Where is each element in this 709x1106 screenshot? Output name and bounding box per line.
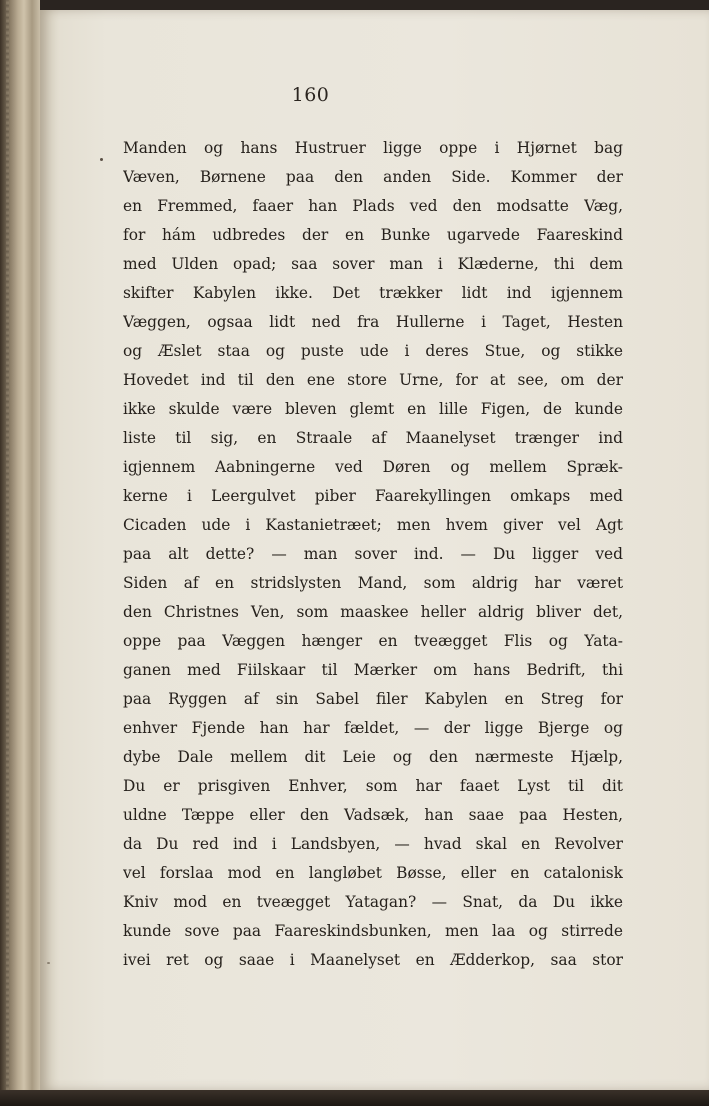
page-number: 160 bbox=[291, 84, 330, 106]
text-line: Du er prisgiven Enhver, som har faaet Lyst til dit bbox=[123, 777, 623, 795]
text-line: paa Ryggen af sin Sabel filer Kabylen en Streg for bbox=[123, 690, 623, 708]
text-line: ganen med Fiilskaar til Mærker om hans Bedrift, thi bbox=[123, 661, 623, 679]
body-text bbox=[123, 134, 623, 975]
text-line: og Æslet staa og puste ude i deres Stue, og stikke bbox=[123, 342, 623, 360]
text-line: paa alt dette? — man sover ind. — Du ligger ved bbox=[123, 545, 623, 563]
text-line: vel forslaa mod en langløbet Bøsse, eller en catalonisk bbox=[123, 864, 623, 882]
text-line: liste til sig, en Straale af Maanelyset trænger ind bbox=[123, 429, 623, 447]
text-line: Siden af en stridslysten Mand, som aldrig har været bbox=[123, 574, 623, 592]
text-line: ivei ret og saae i Maanelyset en Ædderkop, saa stor bbox=[123, 951, 623, 969]
margin-speck-lower bbox=[47, 962, 50, 964]
text-line: Kniv mod en tveægget Yatagan? — Snat, da Du ikke bbox=[123, 893, 623, 911]
text-line: kunde sove paa Faareskindsbunken, men laa og stirrede bbox=[123, 922, 623, 940]
text-line: Væven, Børnene paa den anden Side. Kommer der bbox=[123, 168, 623, 186]
text-line: med Ulden opad; saa sover man i Klæderne, thi dem bbox=[123, 255, 623, 273]
text-line: igjennem Aabningerne ved Døren og mellem Spræk- bbox=[123, 458, 623, 476]
text-line: Hovedet ind til den ene store Urne, for at see, om der bbox=[123, 371, 623, 389]
margin-speck bbox=[100, 158, 103, 161]
text-line: skifter Kabylen ikke. Det trækker lidt ind igjennem bbox=[123, 284, 623, 302]
text-line: da Du red ind i Landsbyen, — hvad skal en Revolver bbox=[123, 835, 623, 853]
text-line: den Christnes Ven, som maaskee heller aldrig bliver det, bbox=[123, 603, 623, 621]
text-line: enhver Fjende han har fældet, — der ligge Bjerge og bbox=[123, 719, 623, 737]
text-line: uldne Tæppe eller den Vadsæk, han saae paa Hesten, bbox=[123, 806, 623, 824]
text-line: for hám udbredes der en Bunke ugarvede Faareskind bbox=[123, 226, 623, 244]
text-line: dybe Dale mellem dit Leie og den nærmeste Hjælp, bbox=[123, 748, 623, 766]
text-line: oppe paa Væggen hænger en tveægget Flis og Yata- bbox=[123, 632, 623, 650]
text-line: Væggen, ogsaa lidt ned fra Hullerne i Taget, Hesten bbox=[123, 313, 623, 331]
text-line: ikke skulde være bleven glemt en lille Figen, de kunde bbox=[123, 400, 623, 418]
page-bottom-edge bbox=[0, 1090, 709, 1106]
text-line: Manden og hans Hustruer ligge oppe i Hjørnet bag bbox=[123, 139, 623, 157]
text-line: Cicaden ude i Kastanietræet; men hvem giver vel Agt bbox=[123, 516, 623, 534]
text-line: kerne i Leergulvet piber Faarekyllingen omkaps med bbox=[123, 487, 623, 505]
book-spine bbox=[0, 0, 40, 1106]
text-line: en Fremmed, faaer han Plads ved den modsatte Væg, bbox=[123, 197, 623, 215]
